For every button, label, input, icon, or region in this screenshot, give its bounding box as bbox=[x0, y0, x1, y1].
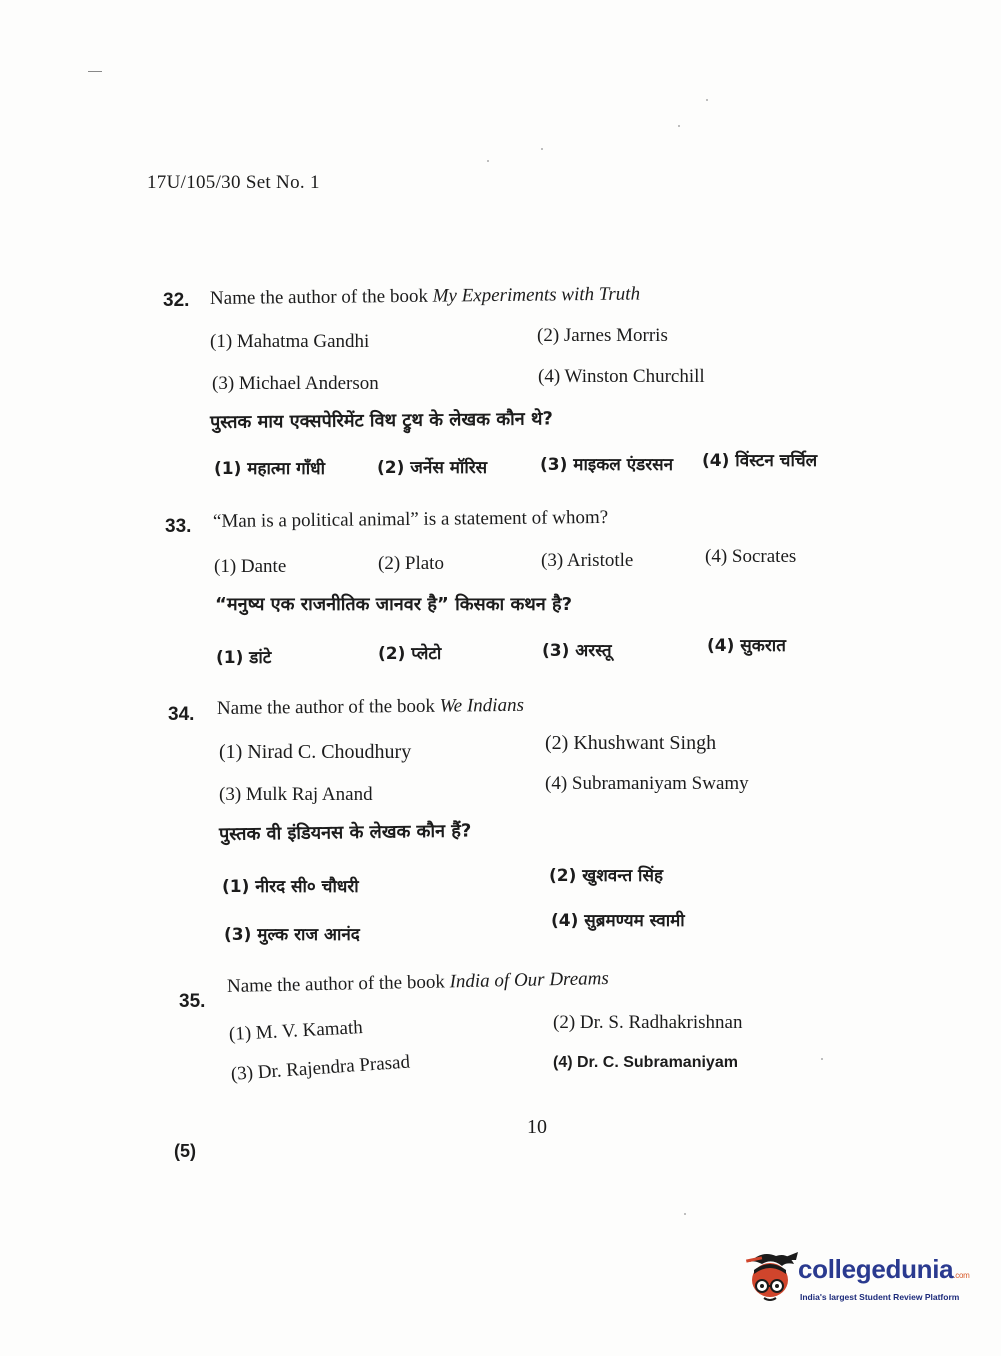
question-text: Name the author of the book India of Our Dreams bbox=[226, 968, 610, 997]
hindi-option-4: (4) सुब्रमण्यम स्वामी bbox=[551, 911, 685, 931]
option-4: (4) Winston Churchill bbox=[538, 366, 705, 387]
option-4: (4) Subramaniyam Swamy bbox=[545, 773, 749, 794]
collegedunia-logo[interactable] bbox=[742, 1248, 972, 1314]
option-1: (1) Nirad C. Choudhury bbox=[219, 741, 412, 763]
question-text: Name the author of the book We Indians bbox=[216, 694, 525, 719]
hindi-option-2: (2) खुशवन्त सिंह bbox=[549, 866, 663, 886]
hindi-question: पुस्तक वी इंडियनस के लेखक कौन हैं? bbox=[218, 820, 472, 845]
hindi-option-4: (4) सुकरात bbox=[707, 636, 786, 656]
option-1: (1) Dante bbox=[214, 556, 287, 577]
hindi-option-1: (1) महात्मा गाँधी bbox=[214, 459, 325, 479]
option-2: (2) Khushwant Singh bbox=[545, 732, 717, 754]
option-3: (3) Michael Anderson bbox=[212, 373, 379, 394]
option-3: (3) Aristotle bbox=[541, 550, 634, 571]
question-text: “Man is a political animal” is a statement of whom? bbox=[212, 506, 609, 532]
hindi-option-3: (3) माइकल एंडरसन bbox=[540, 455, 674, 475]
page-number: 10 bbox=[527, 1116, 547, 1138]
option-2: (2) Jarnes Morris bbox=[537, 325, 668, 346]
hindi-option-1: (1) नीरद सी० चौधरी bbox=[222, 877, 359, 897]
hindi-option-4: (4) विंस्टन चर्चिल bbox=[702, 451, 818, 471]
question-number: 33. bbox=[165, 516, 192, 537]
logo-name: collegedunia.com bbox=[798, 1254, 970, 1284]
page-mark: (5) bbox=[174, 1141, 196, 1161]
option-4: (4) Socrates bbox=[705, 546, 797, 567]
option-4: (4) Dr. C. Subramaniyam bbox=[553, 1054, 738, 1071]
option-2: (2) Dr. S. Radhakrishnan bbox=[553, 1012, 743, 1033]
option-1: (1) Mahatma Gandhi bbox=[210, 331, 370, 352]
exam-header: 17U/105/30 Set No. 1 bbox=[147, 172, 320, 193]
mascot-icon bbox=[742, 1248, 800, 1314]
question-text: Name the author of the book My Experiments with Truth bbox=[209, 283, 641, 309]
hindi-option-2: (2) जर्नेस मॉरिस bbox=[377, 458, 488, 478]
hindi-question: “मनुष्य एक राजनीतिक जानवर है” किसका कथन है? bbox=[215, 594, 573, 615]
hindi-option-2: (2) प्लेटो bbox=[378, 644, 442, 664]
option-1: (1) M. V. Kamath bbox=[228, 1017, 364, 1045]
question-number: 34. bbox=[168, 704, 195, 725]
option-2: (2) Plato bbox=[378, 553, 444, 574]
option-3: (3) Mulk Raj Anand bbox=[219, 784, 373, 805]
hindi-question: पुस्तक माय एक्सपेरिमेंट विथ ट्रुथ के लेखक कौन थे? bbox=[209, 408, 554, 433]
question-number: 32. bbox=[163, 290, 190, 311]
question-number: 35. bbox=[179, 991, 206, 1012]
logo-tagline: India's largest Student Review Platform bbox=[800, 1292, 960, 1302]
hindi-option-3: (3) मुल्क राज आनंद bbox=[224, 925, 360, 945]
hindi-option-3: (3) अरस्तू bbox=[542, 641, 612, 661]
scan-mark bbox=[88, 71, 102, 72]
option-3: (3) Dr. Rajendra Prasad bbox=[230, 1051, 411, 1085]
hindi-option-1: (1) डांटे bbox=[216, 648, 272, 668]
